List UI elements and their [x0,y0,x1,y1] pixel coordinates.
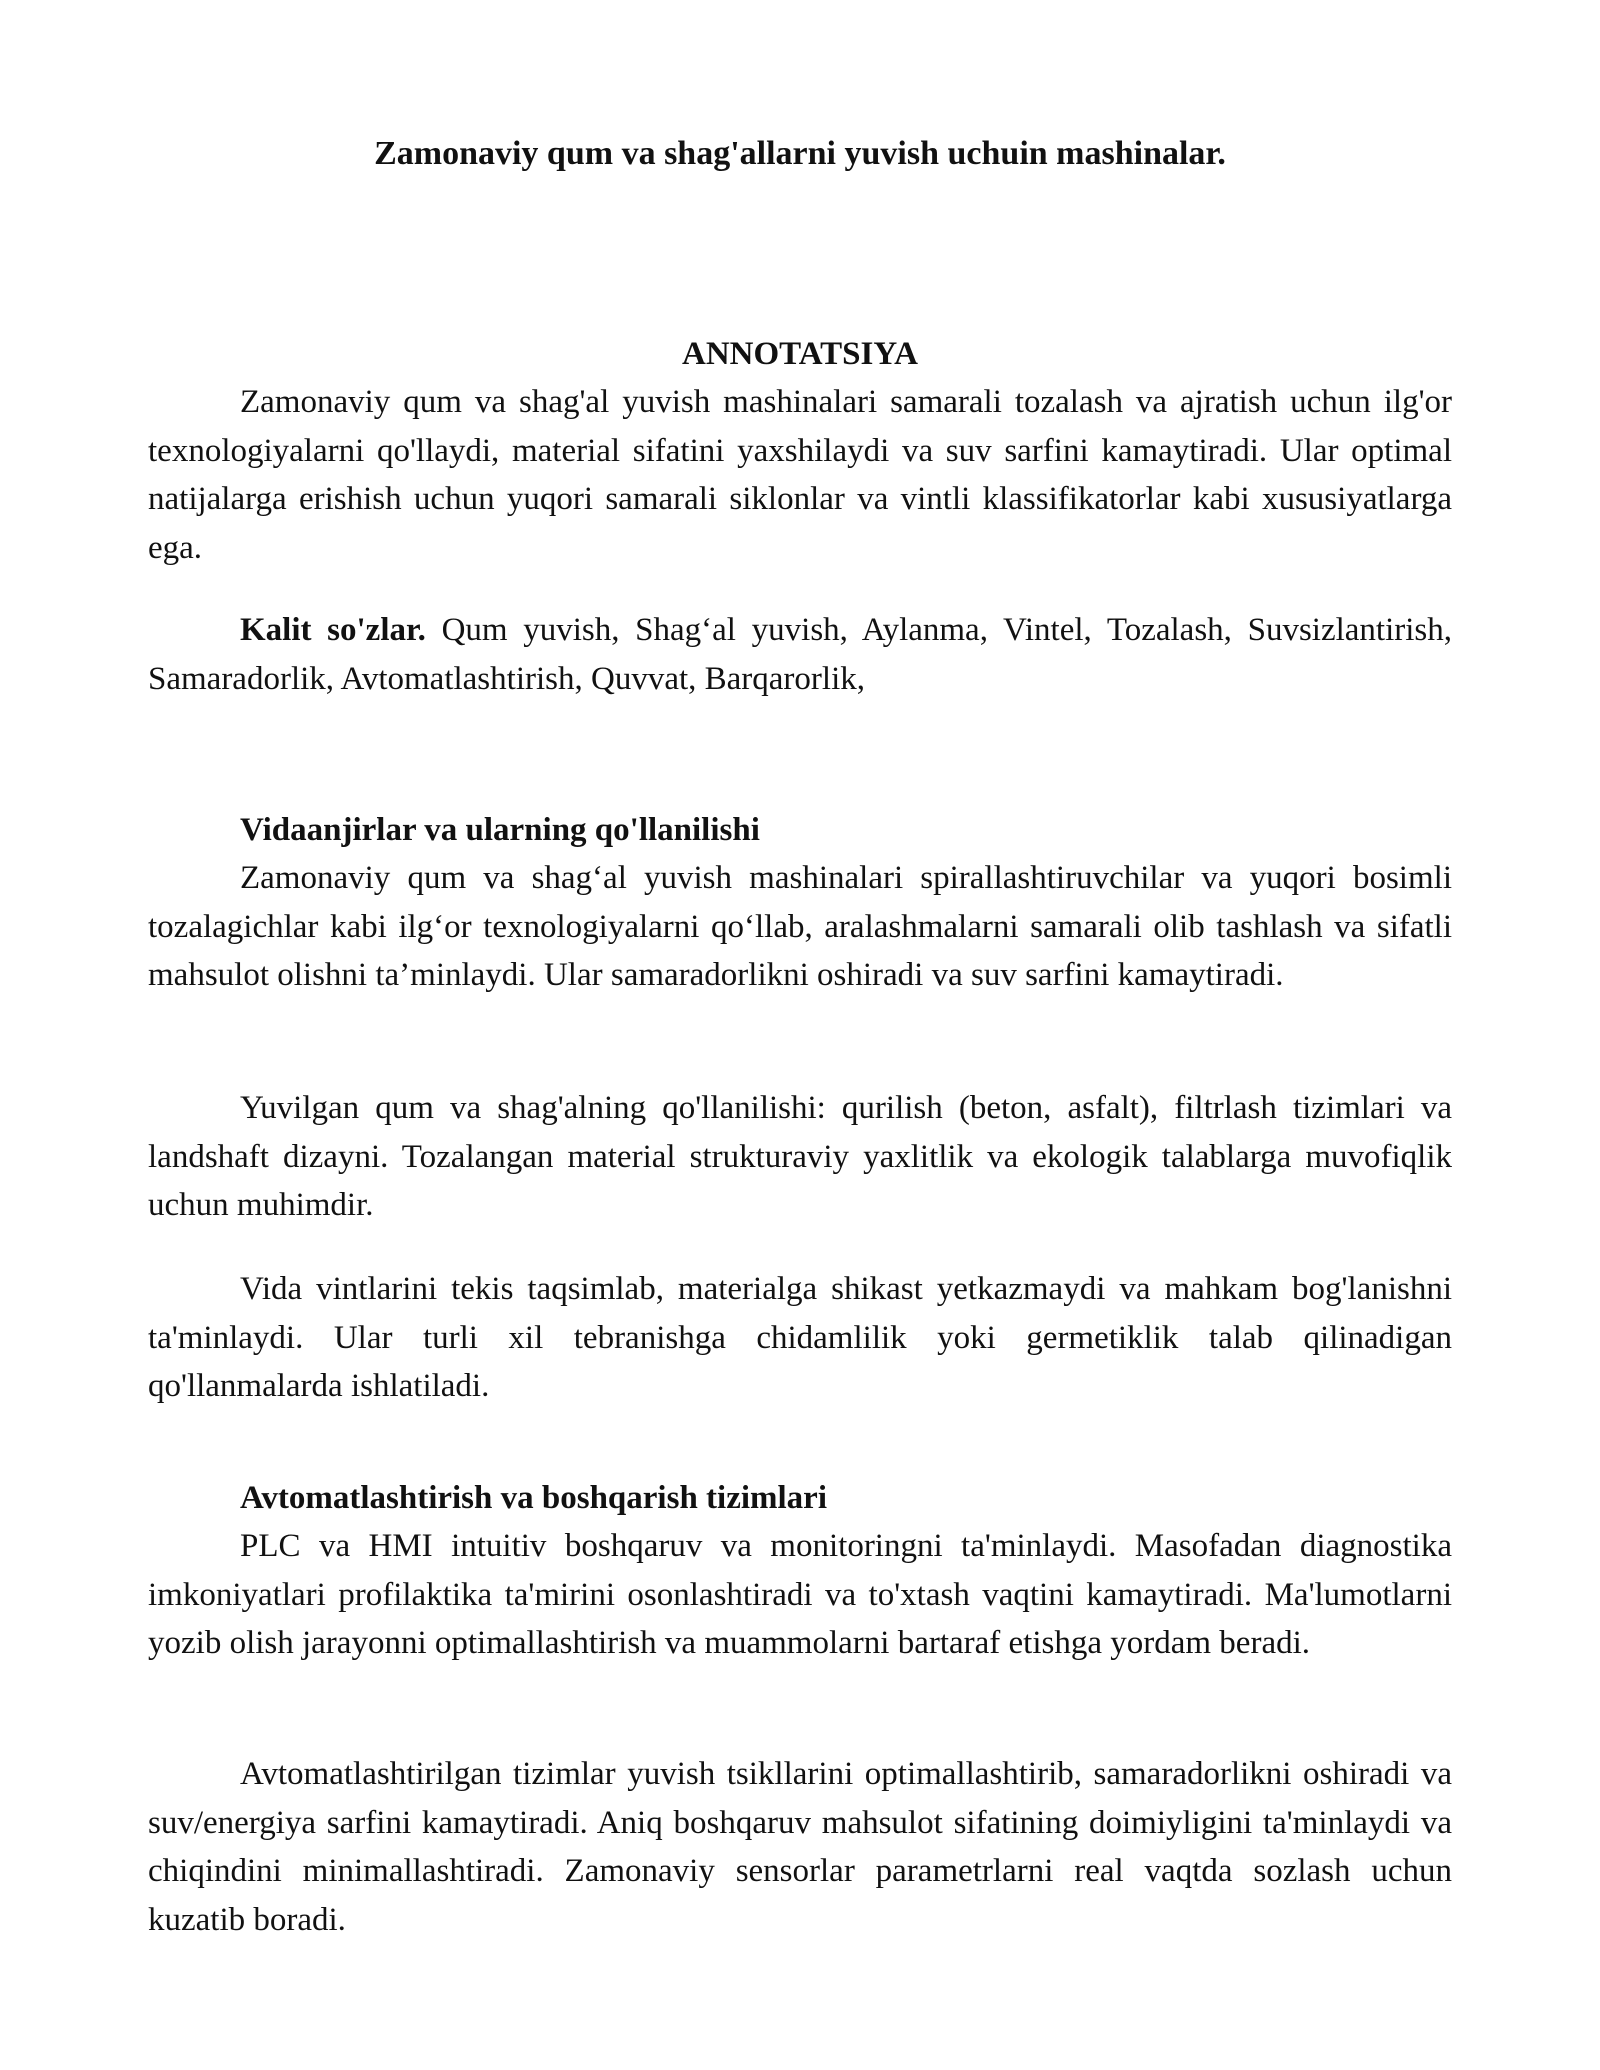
section-1-paragraph-3: Vida vintlarini tekis taqsimlab, materialga shikast yetkazmaydi va mahkam bog'lanishni ta'minlaydi. Ular turli xil tebranishga chidamlilik yoki germetiklik talab qilinadigan qo'llanmalarda ishlatiladi. [148,1271,1452,1404]
section-1-paragraph-1: Zamonaviy qum va shag‘al yuvish mashinalari spirallashtiruvchilar va yuqori bosimli tozalagichlar kabi ilg‘or texnologiyalarni qo‘llab, aralashmalarni samarali olib tashlash va sifatli mahsulot olishni ta’minlaydi. Ular samaradorlikni oshiradi va suv sarfini kamaytiradi. [148,860,1452,993]
section-heading-avtomatlashtirish: Avtomatlashtirish va boshqarish tizimlari [240,1480,827,1516]
section-2-paragraph-1: PLC va HMI intuitiv boshqaruv va monitoringni ta'minlaydi. Masofadan diagnostika imkoniyatlari profilaktika ta'mirini osonlashtiradi va to'xtash vaqtini kamaytiradi. Ma'lumotlarni yozib olish jarayonni optimallashtirish va muammolarni bartaraf etishga yordam beradi. [148,1528,1452,1661]
section-2-paragraph-2: Avtomatlashtirilgan tizimlar yuvish tsikllarini optimallashtirib, samaradorlikni oshiradi va suv/energiya sarfini kamaytiradi. Aniq boshqaruv mahsulot sifatining doimiyligini ta'minlaydi va chiqindini minimallashtiradi. Zamonaviy sensorlar parametrlarni real vaqtda sozlash uchun kuzatib boradi. [148,1756,1452,1938]
keywords-paragraph [148,606,1452,703]
document-title: Zamonaviy qum va shag'allarni yuvish uchuin mashinalar. [374,135,1226,172]
keywords-label: Kalit so'zlar. [240,612,426,648]
abstract-heading: ANNOTATSIYA [682,336,918,372]
keywords-text: Qum yuvish, Shag‘al yuvish, Aylanma, Vintel, Tozalash, Suvsizlantirish, Samaradorlik, Avtomatlashtirish, Quvvat, Barqarorlik, [148,612,1453,697]
section-1-paragraph-2: Yuvilgan qum va shag'alning qo'llanilishi: qurilish (beton, asfalt), filtrlash tizimlari va landshaft dizayni. Tozalangan material strukturaviy yaxlitlik va ekologik talablarga muvofiqlik uchun muhimdir. [148,1090,1452,1223]
abstract-paragraph: Zamonaviy qum va shag'al yuvish mashinalari samarali tozalash va ajratish uchun ilg'or texnologiyalarni qo'llaydi, material sifatini yaxshilaydi va suv sarfini kamaytiradi. Ular optimal natijalarga erishish uchun yuqori samarali siklonlar va vintli klassifikatorlar kabi xususiyatlarga ega. [148,384,1452,566]
section-heading-vidaanjirlar: Vidaanjirlar va ularning qo'llanilishi [240,812,760,848]
